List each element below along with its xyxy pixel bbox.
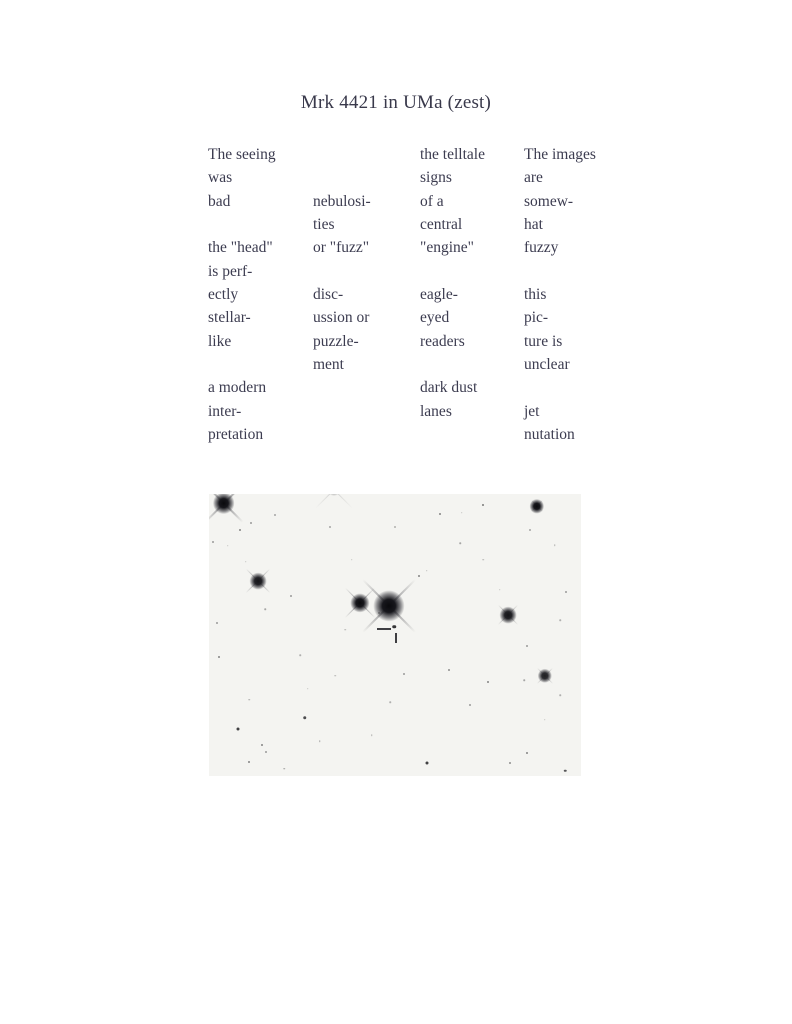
faint-star-dot (334, 675, 336, 677)
faint-star-dot (290, 595, 292, 597)
faint-star-dot (559, 619, 561, 621)
word-cell (208, 353, 313, 376)
word-cell (313, 400, 420, 423)
word-cell: The seeing (208, 146, 276, 163)
faint-star-dot (554, 544, 556, 546)
star-field (209, 494, 581, 776)
faint-star-dot (482, 504, 484, 506)
marked-target-object (393, 625, 397, 629)
faint-star-dot (526, 752, 528, 754)
word-cell (420, 260, 524, 283)
faint-star-dot (351, 559, 353, 561)
word-grid (208, 143, 654, 446)
faint-star-dot (245, 561, 247, 563)
faint-star-dot (283, 768, 285, 770)
faint-star-dot (237, 727, 240, 730)
word-cell (313, 166, 420, 189)
star-core (250, 573, 267, 590)
word-cell: eagle- (420, 286, 458, 304)
word-cell: ties (313, 216, 335, 234)
word-cell (420, 353, 524, 376)
faint-star-dot (394, 526, 396, 528)
word-cell (313, 143, 420, 166)
faint-star-dot (523, 679, 525, 681)
faint-star-dot (218, 656, 220, 658)
marker-horizontal-line (377, 628, 390, 630)
word-cell: are (524, 169, 543, 187)
faint-star-dot (461, 512, 463, 514)
faint-star-dot (425, 762, 428, 765)
word-cell: jet (524, 402, 540, 420)
word-cell: ture is (524, 332, 563, 350)
word-cell (208, 213, 313, 236)
word-cell: disc- (313, 286, 344, 304)
faint-star-dot (426, 570, 428, 572)
word-cell (313, 260, 420, 283)
faint-star-dot (216, 622, 218, 624)
word-cell: central (420, 216, 463, 234)
word-cell: puzzle- (313, 332, 359, 350)
faint-star-dot (499, 589, 501, 591)
word-cell: pretation (208, 426, 264, 444)
word-cell (524, 260, 654, 283)
faint-star-dot (389, 701, 391, 703)
word-cell: like (208, 332, 232, 350)
page-title: Mrk 4421 in UMa (zest) (300, 92, 492, 113)
word-cell: somew- (524, 192, 574, 210)
faint-star-dot (212, 541, 214, 543)
word-cell: lanes (420, 402, 452, 420)
word-cell: pic- (524, 309, 549, 327)
faint-star-dot (261, 744, 263, 746)
word-cell (420, 423, 524, 446)
word-cell: or "fuzz" (313, 239, 370, 257)
word-cell: was (208, 169, 233, 187)
faint-star-dot (264, 608, 266, 610)
faint-star-dot (329, 526, 331, 528)
word-cell (313, 423, 420, 446)
word-cell: ussion or (313, 309, 370, 327)
faint-star-dot (250, 522, 252, 524)
faint-star-dot (248, 699, 250, 701)
faint-star-dot (248, 761, 250, 763)
faint-star-dot (299, 654, 301, 656)
faint-star-dot (565, 591, 567, 593)
faint-star-dot (403, 673, 405, 675)
faint-star-dot (418, 575, 420, 577)
faint-star-dot (448, 669, 450, 671)
word-cell: nutation (524, 426, 575, 444)
star-core (500, 607, 517, 624)
faint-star-dot (439, 513, 441, 515)
faint-star-dot (239, 529, 241, 531)
faint-star-dot (487, 681, 489, 683)
faint-star-dot (378, 612, 380, 614)
word-cell (313, 376, 420, 399)
faint-star-dot (564, 770, 567, 773)
faint-star-dot (265, 751, 267, 753)
faint-star-dot (344, 629, 346, 631)
star-core (213, 494, 235, 514)
faint-star-dot (307, 688, 309, 690)
word-cell: nebulosi- (313, 192, 371, 210)
word-cell: signs (420, 169, 452, 187)
word-cell: is perf- (208, 262, 253, 280)
word-cell: eyed (420, 309, 450, 327)
word-cell: this (524, 286, 547, 304)
word-cell: stellar- (208, 309, 251, 327)
word-cell: hat (524, 216, 543, 234)
word-cell: ectly (208, 286, 239, 304)
faint-star-dot (529, 529, 531, 531)
faint-star-dot (544, 719, 546, 721)
word-cell: a modern (208, 379, 267, 397)
faint-star-dot (559, 694, 561, 696)
faint-star-dot (469, 704, 471, 706)
marker-vertical-line (395, 633, 397, 644)
finder-chart-image (209, 494, 581, 776)
faint-star-dot (227, 545, 229, 547)
faint-star-dot (482, 559, 484, 561)
word-cell: bad (208, 192, 231, 210)
word-cell: The images (524, 146, 596, 163)
faint-star-dot (526, 645, 528, 647)
word-cell (524, 376, 654, 399)
word-cell: inter- (208, 402, 242, 420)
faint-star-dot (371, 734, 373, 736)
word-cell: the "head" (208, 239, 273, 257)
word-cell: ment (313, 356, 344, 374)
word-cell: "engine" (420, 239, 474, 257)
word-cell: dark dust (420, 379, 478, 397)
word-cell: fuzzy (524, 239, 559, 257)
word-cell: unclear (524, 356, 570, 374)
word-cell: of a (420, 192, 444, 210)
faint-star-dot (274, 514, 276, 516)
faint-star-dot (319, 740, 321, 742)
word-cell: readers (420, 332, 465, 350)
word-cell: the telltale (420, 146, 485, 163)
faint-star-dot (459, 542, 461, 544)
faint-star-dot (303, 716, 307, 720)
faint-star-dot (509, 762, 511, 764)
